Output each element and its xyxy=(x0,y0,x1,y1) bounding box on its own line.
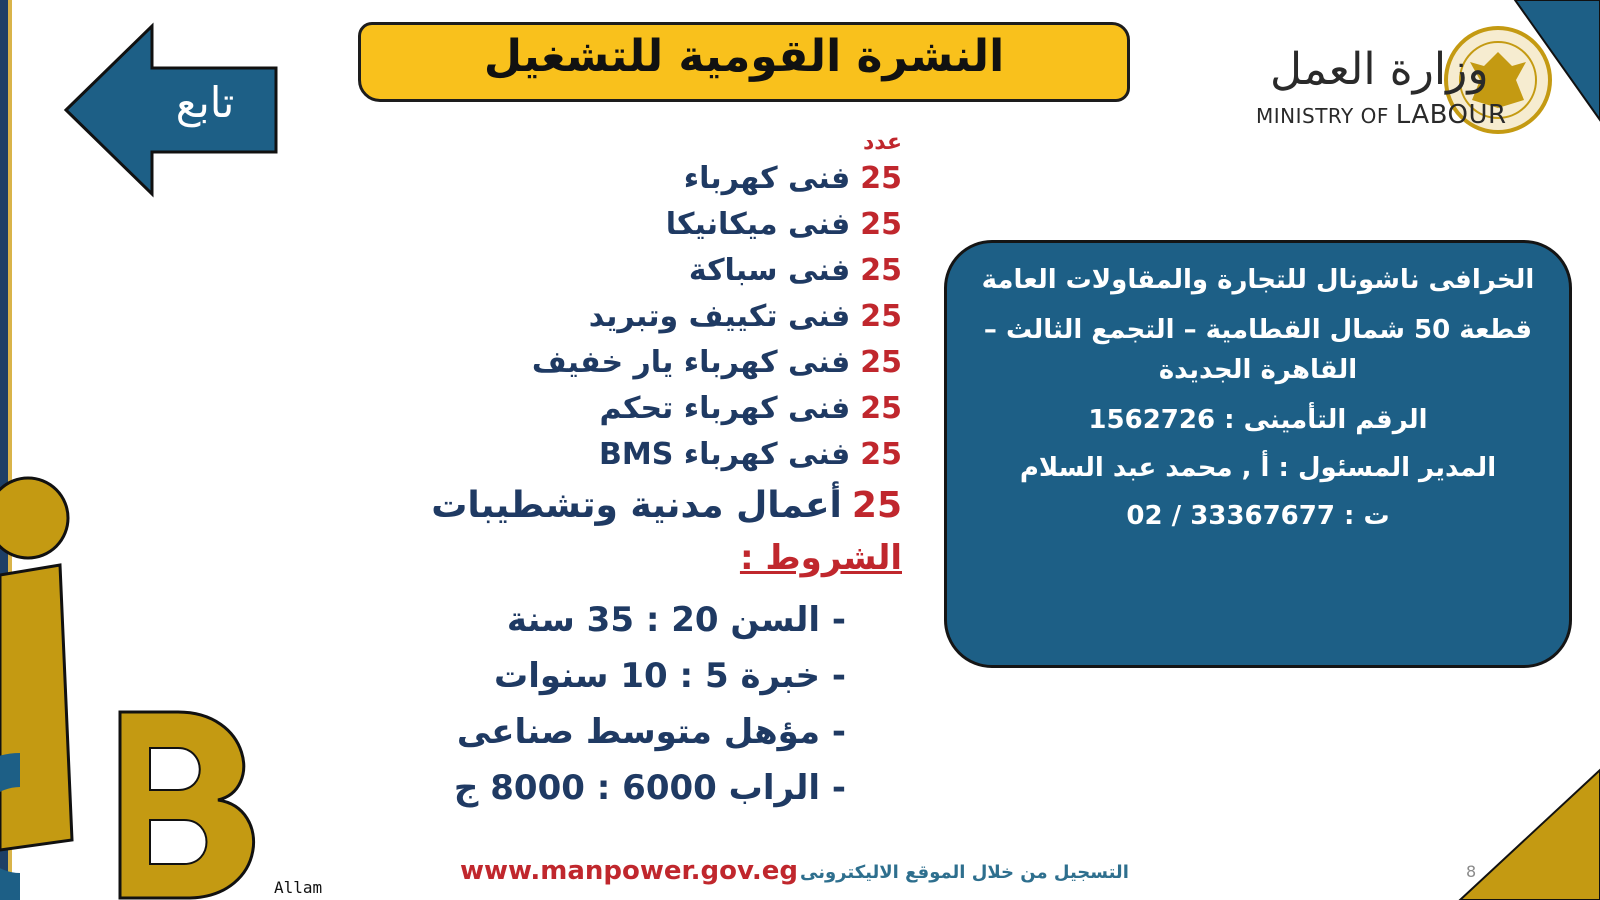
continue-label[interactable]: تابع xyxy=(175,78,235,127)
corner-triangle-bottom xyxy=(1460,770,1600,900)
title-banner xyxy=(358,22,1130,102)
author-label: Allam xyxy=(274,878,323,897)
logo-dot xyxy=(0,478,68,558)
condition-item: - مؤهل متوسط صناعى xyxy=(456,712,846,752)
page-title: النشرة القومية للتشغيل xyxy=(483,31,1005,82)
conditions-list xyxy=(454,592,846,816)
company-name: الخرافى ناشونال للتجارة والمقاولات العامة xyxy=(981,265,1535,295)
company-manager: المدير المسئول : أ , محمد عبد السلام xyxy=(1019,453,1497,483)
logo-b xyxy=(120,712,254,898)
page-number: 8 xyxy=(1466,862,1477,881)
condition-item: - الراب 6000 : 8000 ج xyxy=(453,768,846,808)
job-row: 25فنى كهرباء xyxy=(683,161,902,196)
conditions-header: الشروط : xyxy=(739,538,902,578)
company-phone: ت : 33367677 / 02 xyxy=(1126,501,1390,531)
job-row: 25فنى كهرباء BMS xyxy=(599,437,902,472)
logo-i-stem xyxy=(0,565,72,850)
ministry-logo-arabic: وزارة العمل xyxy=(1270,44,1489,95)
ministry-logo-english: MINISTRY OF LABOUR xyxy=(1256,100,1507,130)
job-row: 25فنى ميكانيكا xyxy=(665,207,902,242)
job-row: 25فنى تكييف وتبريد xyxy=(588,299,902,334)
count-header: عدد xyxy=(862,130,902,155)
company-insurance: الرقم التأمينى : 1562726 xyxy=(1088,405,1428,435)
jobs-list xyxy=(431,130,902,534)
job-row: 25أعمال مدنية وتشطيبات xyxy=(431,485,902,526)
company-address-line1: قطعة 50 شمال القطامية – التجمع الثالث – xyxy=(983,315,1533,345)
job-row: 25فنى كهرباء تحكم xyxy=(599,391,902,426)
condition-item: - السن 20 : 35 سنة xyxy=(506,600,846,640)
job-row: 25فنى سباكة xyxy=(688,253,902,288)
condition-item: - خبرة 5 : 10 سنوات xyxy=(494,656,846,696)
website-link[interactable]: www.manpower.gov.eg xyxy=(460,856,798,886)
company-address-line2: القاهرة الجديدة xyxy=(1158,355,1358,385)
register-text: التسجيل من خلال الموقع الاليكترونى xyxy=(800,862,1129,883)
job-row: 25فنى كهرباء يار خفيف xyxy=(531,345,902,380)
company-card xyxy=(944,240,1572,668)
